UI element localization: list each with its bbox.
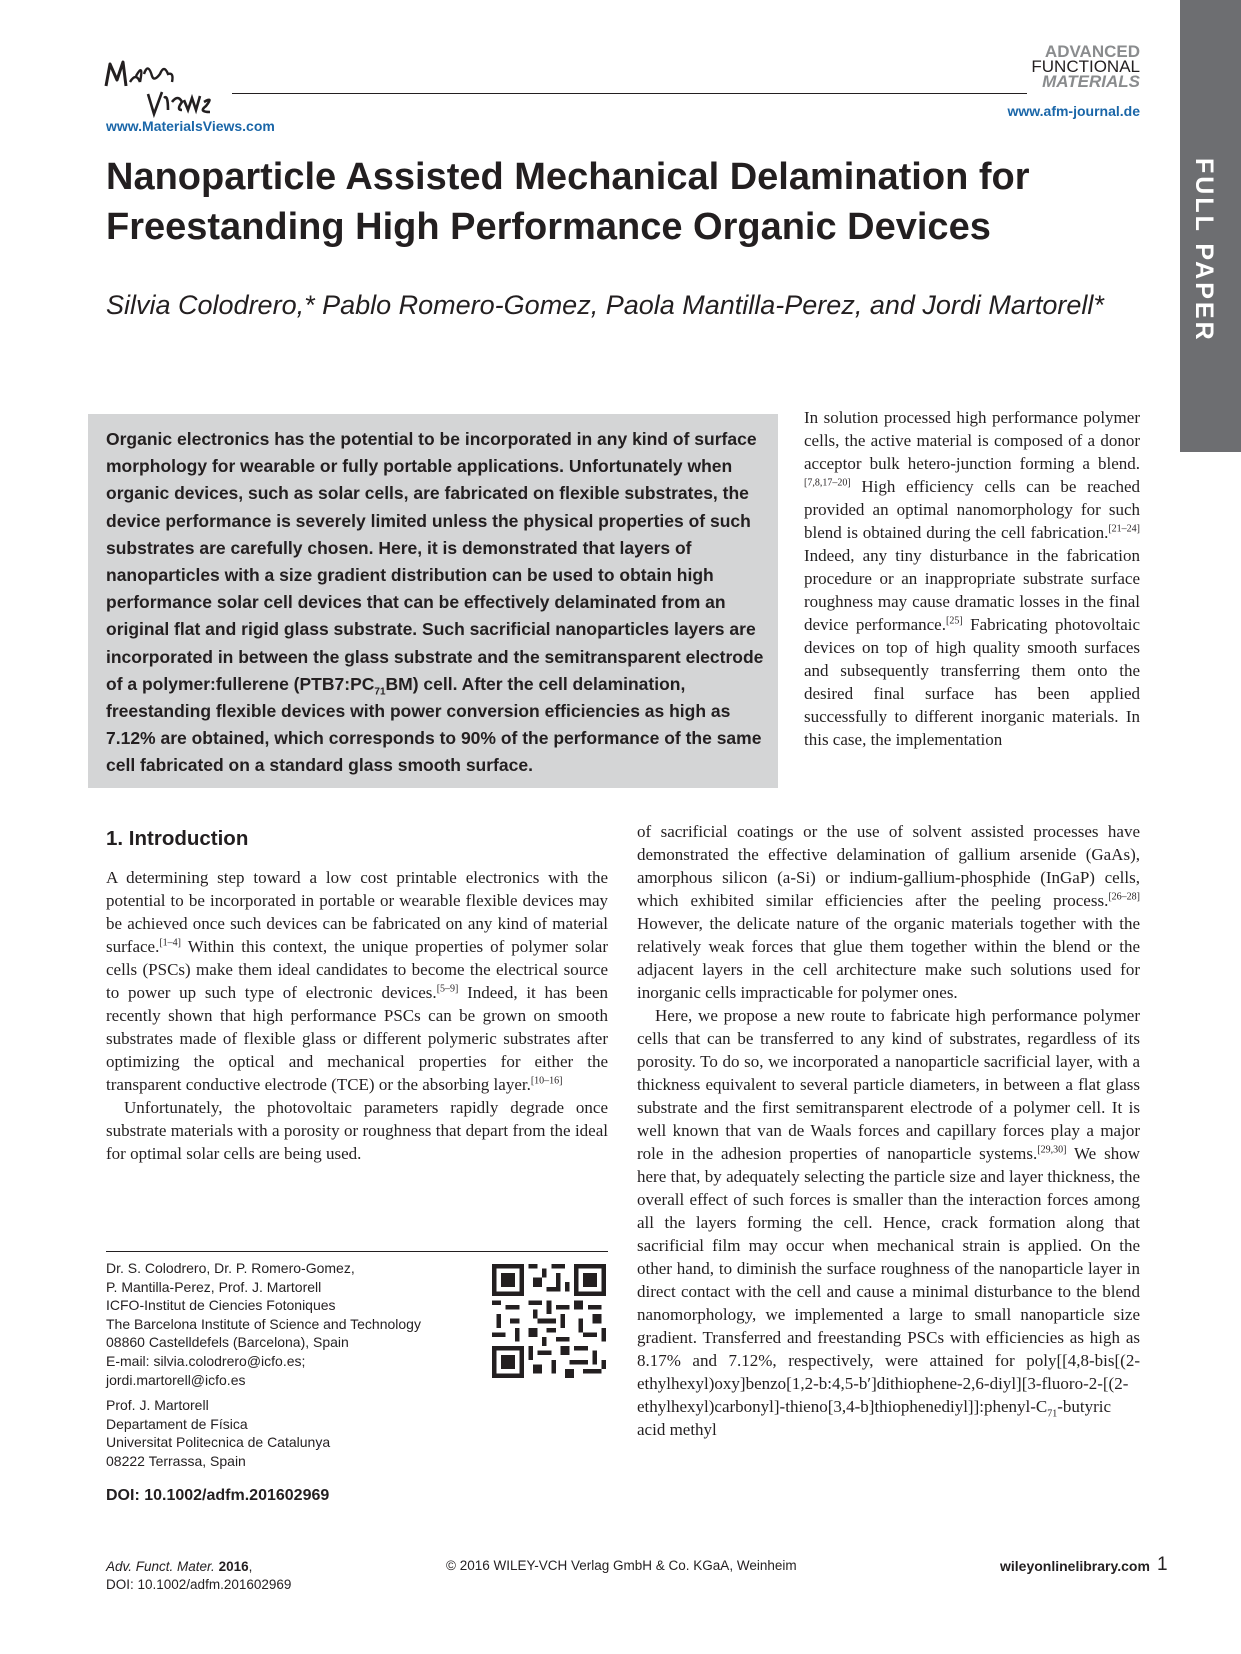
body-text: of sacrificial coatings or the use of solvent assisted processes have demonstrated the effective delamination of gallium arsenide (GaAs), amorphous silicon (a-Si) or indium-gallium-phosphide (InGaP) cells, which exhibited similar efficiencies after the peeling process. bbox=[637, 822, 1140, 910]
header-rule bbox=[232, 93, 1027, 94]
affiliation-line: 08860 Castelldefels (Barcelona), Spain bbox=[106, 1334, 349, 1351]
footer-journal-line: Adv. Funct. Mater. 2016, bbox=[106, 1559, 253, 1574]
body-text-left bbox=[106, 866, 608, 1165]
body-text: High efficiency cells can be reached provided an optimal nanomorphology for such blend is obtained during the cell fabrication. bbox=[804, 477, 1140, 542]
body-text: Indeed, it has been recently shown that high performance PSCs can be grown on smooth substrates made of flexible glass or different polymeric substrates after optimizing the optical and mechanical properties for either the transparent conductive electrode (TCE) or the absorbing layer. bbox=[106, 983, 608, 1094]
body-text: Indeed, any tiny disturbance in the fabrication procedure or an inappropriate substrate surface roughness may cause dramatic losses in the final device performance. bbox=[804, 546, 1140, 634]
subscript: 71 bbox=[1047, 1408, 1058, 1420]
email-line[interactable]: jordi.martorell@icfo.es bbox=[106, 1371, 246, 1388]
affiliation-line: ICFO-Institut de Ciencies Fotoniques bbox=[106, 1297, 336, 1314]
affiliation-line: The Barcelona Institute of Science and Technology bbox=[106, 1315, 421, 1332]
body-text: However, the delicate nature of the organic materials together with the relatively weak forces that glue them together within the blend or the adjacent layers in the cell architecture make such solutions used for inorganic cells impracticable for polymer ones. bbox=[637, 914, 1140, 1002]
body-text: -butyric acid methyl bbox=[637, 1397, 1112, 1439]
footer-citation bbox=[106, 1558, 291, 1594]
body-text-right-narrow bbox=[804, 406, 1140, 751]
footer-site[interactable]: wileyonlinelibrary.com bbox=[1000, 1558, 1150, 1574]
affiliation-line: 08222 Terrassa, Spain bbox=[106, 1452, 246, 1469]
body-text: We show here that, by adequately selecting the particle size and layer thickness, the overall effect of such forces is smaller than the interaction forces among all the layers forming the cell. Hence, crack formation along that sacrificial film may occur when mechanical strain is applied. On the other hand, to diminish the surface roughness of the nanoparticle layer in direct contact with the cell and cause a minimal disturbance to the blend nanomorphology, we implemented a large to small nanoparticle size gradient. Transferred and freestanding PSCs with efficiencies as high as 8.17% and 7.12%, respectively, were attained for poly[[4,8-bis[(2-ethylhexyl)oxy]benzo[1,2-b:4,5-b′]dithiophene-2,6-diyl][3-fluoro-2-[(2-ethylhexyl)carbonyl]-thieno[3,4-b]thiophenediyl]]:phenyl-C bbox=[637, 1144, 1140, 1416]
publisher-url[interactable]: www.MaterialsViews.com bbox=[106, 118, 275, 134]
paragraph bbox=[106, 1096, 608, 1165]
journal-logo-line: FUNCTIONAL bbox=[1031, 57, 1140, 76]
abstract-part: BM) cell. After the cell delamination, freestanding flexible devices with power conversion efficiencies as high as 7.12% are obtained, which corresponds to 90% of the performance of the same cell fabricated on a standard glass smooth surface. bbox=[106, 673, 762, 776]
body-text: Here, we propose a new route to fabricate high performance polymer cells that can be transferred to any kind of substrates, regardless of its porosity. To do so, we incorporated a nanoparticle sacrificial layer, with a thickness equivalent to several particle diameters, in between a flat glass substrate and the first semitransparent electrode of a polymer cell. It is well known that van de Waals forces and capillary forces play a major role in the adhesion properties of nanoparticle systems. bbox=[637, 1006, 1140, 1163]
footer-copyright: © 2016 WILEY-VCH Verlag GmbH & Co. KGaA, Weinheim bbox=[446, 1558, 797, 1573]
abstract-box bbox=[88, 414, 778, 788]
affiliation-line: P. Mantilla-Perez, Prof. J. Martorell bbox=[106, 1278, 322, 1295]
footer-year: 2016 bbox=[218, 1559, 249, 1574]
email-line[interactable]: E-mail: silvia.colodrero@icfo.es; bbox=[106, 1352, 306, 1369]
citation[interactable]: [21–24] bbox=[1108, 523, 1140, 535]
section-heading: 1. Introduction bbox=[106, 827, 249, 850]
article-type-tab bbox=[1180, 0, 1241, 452]
journal-url[interactable]: www.afm-journal.de bbox=[1007, 103, 1140, 119]
footer-journal: Adv. Funct. Mater. bbox=[106, 1559, 215, 1574]
page-number: 1 bbox=[1157, 1554, 1168, 1575]
affiliation-rule bbox=[106, 1251, 608, 1252]
body-text: A determining step toward a low cost printable electronics with the potential to be incorporated in portable or wearable flexible devices may be achieved once such devices can be fabricated on any kind of material surface. bbox=[106, 868, 608, 956]
paragraph bbox=[106, 866, 608, 1096]
affiliation-line: Prof. J. Martorell bbox=[106, 1397, 209, 1414]
citation[interactable]: [1–4] bbox=[159, 937, 181, 949]
citation[interactable]: [5–9] bbox=[436, 983, 459, 995]
materials-views-logo bbox=[104, 52, 234, 122]
journal-logo-line: MATERIALS bbox=[1042, 72, 1140, 91]
article-doi[interactable]: DOI: 10.1002/adfm.201602969 bbox=[106, 1487, 330, 1504]
body-text: Fabricating photovoltaic devices on top of high quality smooth surfaces and subsequently transferring them onto the desired final surface has been applied successfully to different inorganic materials. In this case, the implementation bbox=[804, 615, 1141, 749]
body-text: In solution processed high performance polymer cells, the active material is composed of a donor acceptor bulk hetero-junction forming a blend. bbox=[804, 408, 1140, 473]
citation[interactable]: [10–16] bbox=[530, 1075, 563, 1087]
body-text-right bbox=[637, 820, 1140, 1441]
abstract-part: Organic electronics has the potential to be incorporated in any kind of surface morphology for wearable or fully portable applications. Unfortunately when organic devices, such as solar cells, are fabricated on flexible substrates, the device performance is severely limited unless the physical properties of such substrates are carefully chosen. Here, it is demonstrated that layers of nanoparticles with a size gradient distribution can be used to obtain high performance solar cell devices that can be effectively delaminated from an original flat and rigid glass substrate. Such sacrificial nanoparticles layers are incorporated in between the glass substrate and the semitransparent electrode of a polymer:fullerene (PTB7:PC bbox=[106, 429, 764, 694]
body-text: Within this context, the unique properties of polymer solar cells (PSCs) make them ideal candidates to become the electrical source to power up such type of electronic devices. bbox=[106, 937, 608, 1002]
journal-logo-line: ADVANCED bbox=[1044, 42, 1140, 61]
affiliation-line: Dr. S. Colodrero, Dr. P. Romero-Gomez, bbox=[106, 1260, 355, 1276]
article-type-label: FULL PAPER bbox=[1190, 158, 1218, 343]
paragraph bbox=[637, 820, 1140, 1004]
qr-code-icon[interactable] bbox=[492, 1264, 606, 1378]
abstract-text bbox=[106, 426, 764, 780]
citation[interactable]: [7,8,17–20] bbox=[804, 477, 851, 489]
affiliation-line: Departament de Física bbox=[106, 1415, 248, 1432]
journal-logo bbox=[1010, 44, 1140, 89]
affiliation-line: Universitat Politecnica de Catalunya bbox=[106, 1434, 331, 1451]
body-text: Unfortunately, the photovoltaic parameters rapidly degrade once substrate materials with a porosity or roughness that depart from the ideal for optimal solar cells are being used. bbox=[106, 1098, 608, 1163]
footer-doi[interactable]: DOI: 10.1002/adfm.201602969 bbox=[106, 1577, 292, 1592]
citation[interactable]: [26–28] bbox=[1108, 891, 1140, 903]
article-title: Nanoparticle Assisted Mechanical Delamination for Freestanding High Performance Organic Devices bbox=[106, 156, 1030, 248]
citation[interactable]: [25] bbox=[945, 615, 963, 627]
affiliation-gap bbox=[106, 1389, 466, 1396]
author-list: Silvia Colodrero,* Pablo Romero-Gomez, Paola Mantilla-Perez, and Jordi Martorell* bbox=[106, 290, 1104, 320]
affiliation-block bbox=[106, 1259, 466, 1471]
paragraph bbox=[637, 1004, 1140, 1441]
abstract-subscript: 71 bbox=[374, 686, 386, 698]
citation[interactable]: [29,30] bbox=[1037, 1144, 1067, 1156]
